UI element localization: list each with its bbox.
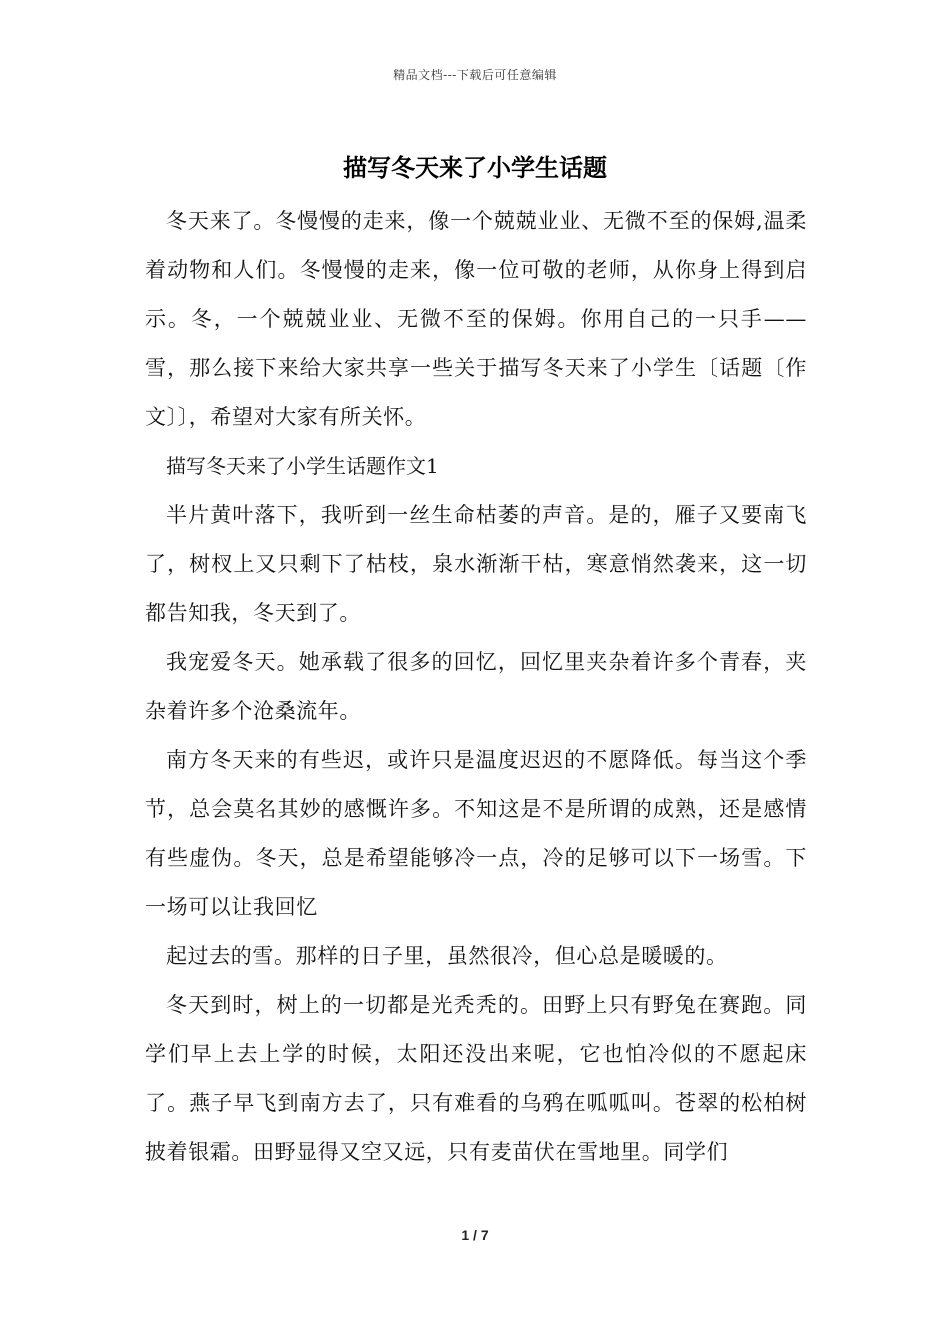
page-header: 精品文档---下载后可任意编辑 — [393, 68, 557, 82]
document-body — [145, 197, 807, 1177]
document-title: 描写冬天来了小学生话题 — [343, 153, 607, 182]
section-heading: 描写冬天来了小学生话题作文1 — [166, 454, 439, 478]
body-paragraph: 我宠爱冬天。她承载了很多的回忆，回忆里夹杂着许多个青春，夹杂着许多个沧桑流年。 — [145, 650, 807, 723]
page-number: 1 / 7 — [461, 1227, 489, 1243]
body-paragraph: 半片黄叶落下，我听到一丝生命枯萎的声音。是的，雁子又要南飞了，树杈上又只剩下了枯枝，泉水渐渐干枯，寒意悄然袭来，这一切都告知我，冬天到了。 — [145, 503, 807, 625]
body-paragraph: 起过去的雪。那样的日子里，虽然很冷，但心总是暖暖的。 — [166, 944, 728, 968]
body-paragraph: 南方冬天来的有些迟，或许只是温度迟迟的不愿降低。每当这个季节，总会莫名其妙的感慨许多。不知这是不是所谓的成熟，还是感情有些虚伪。冬天，总是希望能够冷一点，冷的足够可以下一场雪。下一场可以让我回忆 — [145, 748, 807, 919]
intro-paragraph: 冬天来了。冬慢慢的走来，像一个兢兢业业、无微不至的保姆,温柔着动物和人们。冬慢慢的走来，像一位可敬的老师，从你身上得到启示。冬，一个兢兢业业、无微不至的保姆。你用自己的一只手——雪，那么接下来给大家共享一些关于描写冬天来了小学生〔话题〔作文〕〕，希望对大家有所关怀。 — [145, 209, 807, 429]
body-paragraph: 冬天到时，树上的一切都是光秃秃的。田野上只有野兔在赛跑。同学们早上去上学的时候，太阳还没出来呢，它也怕冷似的不愿起床了。燕子早飞到南方去了，只有难看的乌鸦在呱呱叫。苍翠的松柏树披着银霜。田野显得又空又远，只有麦苗伏在雪地里。同学们 — [145, 993, 807, 1164]
